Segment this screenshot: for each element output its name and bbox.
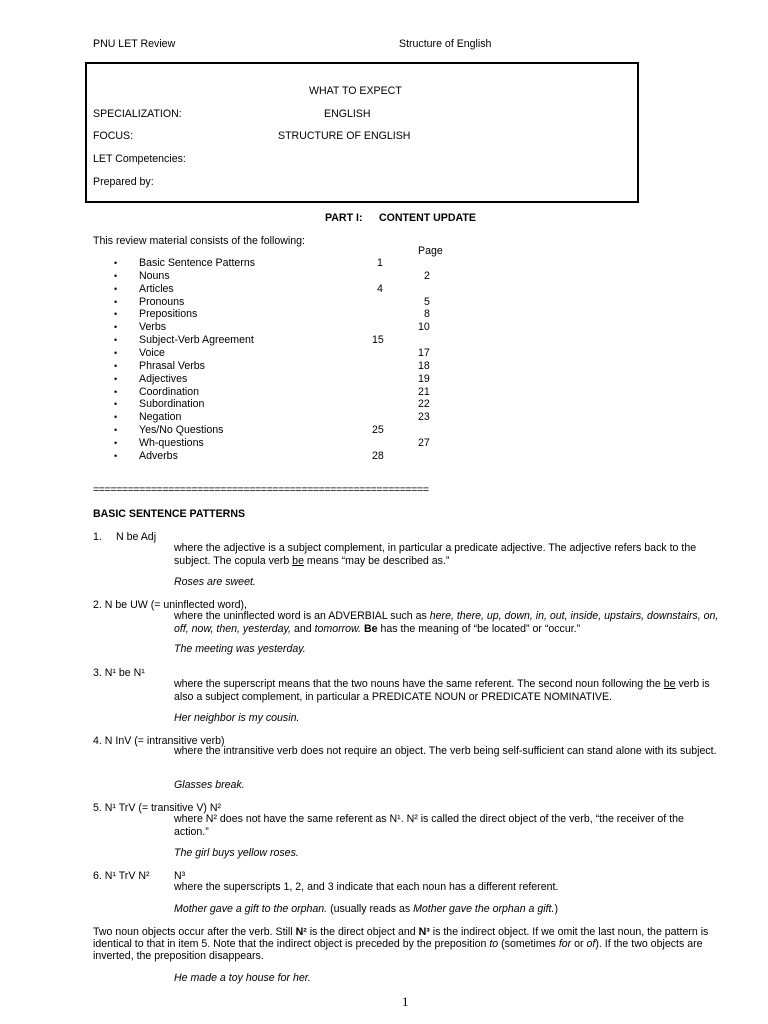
header-right: Structure of English (399, 38, 492, 50)
toc-bullet: • (114, 360, 118, 371)
pattern-3-example: Her neighbor is my cousin. (174, 712, 300, 724)
pattern-4-example: Glasses break. (174, 779, 245, 791)
pattern-2-description: where the uninflected word is an ADVERBIAL such as here, there, up, down, in, out, inside, upstairs, downstairs, on, off, now, then, yesterday, and tomorrow. Be has the meaning of “be located” or “occur.” (174, 610, 719, 635)
pattern-4-description: where the intransitive verb does not require an object. The verb being self-sufficient can stand alone with its subject. (174, 745, 717, 757)
toc-bullet: • (114, 258, 118, 268)
box-label-focus: FOCUS: (93, 130, 134, 142)
toc-bullet: • (114, 347, 118, 358)
pattern-6-example: Mother gave a gift to the orphan. (usually reads as Mother gave the orphan a gift.) (174, 903, 558, 915)
toc-bullet: • (114, 322, 118, 333)
pattern-5-description: where N² does not have the same referent as N¹. N² is called the direct object of the verb, “the receiver of the action.” (174, 813, 684, 838)
toc-page-header: Page (418, 245, 443, 257)
toc-topic: Phrasal Verbs (139, 359, 205, 372)
toc-topic: Basic Sentence Patterns (139, 257, 256, 269)
toc-topic: Wh-questions (139, 436, 204, 449)
toc-page-number: 15 (372, 334, 384, 347)
toc-bullet: • (114, 437, 118, 448)
toc-page-number: 27 (418, 436, 430, 449)
toc-topic: Voice (139, 346, 165, 359)
toc-topic: Verbs (139, 321, 167, 334)
part-label: PART I: (325, 212, 363, 224)
toc-page-number: 28 (372, 449, 384, 462)
toc-bullet: • (114, 386, 118, 397)
page-number: 1 (402, 994, 409, 1009)
toc-page-number: 22 (418, 398, 430, 411)
box-title: WHAT TO EXPECT (309, 85, 402, 97)
toc-page-number: 23 (418, 411, 430, 424)
toc-page-number: 8 (424, 308, 430, 321)
toc-bullet: • (114, 335, 118, 346)
toc-bullet: • (114, 296, 118, 307)
pattern-1-example: Roses are sweet. (174, 576, 256, 588)
toc-page-number: 10 (418, 321, 430, 334)
pattern-2-example: The meeting was yesterday. (174, 643, 306, 655)
pattern-1-description: where the adjective is a subject complement, in particular a predicate adjective. The adjective refers back to the subject. The copula verb be means “may be described as.” (174, 542, 697, 567)
closing-example: He made a toy house for her. (174, 972, 311, 984)
toc-page-number: 18 (418, 359, 430, 372)
pattern-6-description: where the superscripts 1, 2, and 3 indicate that each noun has a different referent. (174, 881, 559, 893)
header-left: PNU LET Review (93, 38, 176, 50)
separator-line: ========================================================== (93, 484, 429, 496)
section-title: BASIC SENTENCE PATTERNS (93, 508, 246, 520)
toc-topic: Yes/No Questions (139, 424, 224, 437)
toc-page-number: 1 (377, 257, 383, 269)
pattern-5-heading: 5. N¹ TrV (= transitive V) N² (93, 802, 222, 814)
toc-topic: Adjectives (139, 372, 188, 385)
pattern-4-heading: 4. N InV (= intransitive verb) (93, 735, 225, 747)
toc-topic: Prepositions (139, 308, 198, 321)
toc-topic: Subordination (139, 398, 205, 411)
toc-page-number: 4 (377, 282, 383, 295)
pattern-6-heading: 6. N¹ TrV N² (93, 870, 150, 882)
pattern-6-heading-n3: N³ (174, 870, 186, 882)
toc-page-number: 5 (424, 295, 430, 308)
toc-bullet: • (114, 399, 118, 410)
box-value-focus: STRUCTURE OF ENGLISH (278, 130, 411, 142)
toc-topic: Coordination (139, 385, 200, 398)
intro-text: This review material consists of the following: (93, 235, 305, 247)
pattern-5-example: The girl buys yellow roses. (174, 847, 299, 859)
toc-page-number: 21 (418, 385, 430, 398)
toc-page-number: 17 (418, 346, 430, 359)
toc-page-number: 19 (418, 372, 430, 385)
box-value-specialization: ENGLISH (324, 108, 371, 120)
pattern-3-description: where the superscript means that the two nouns have the same referent. The second noun following the be verb is also a subject complement, in particular a PREDICATE NOUN or PREDICATE NOMINATIVE. (174, 678, 710, 703)
toc-bullet: • (114, 283, 118, 294)
toc-topic: Subject-Verb Agreement (139, 334, 254, 347)
closing-paragraph: Two noun objects occur after the verb. Still N² is the direct object and N³ is the indirect object. If we omit the last noun, the pattern is identical to that in item 5. Note that the indirect object is preceded by the preposition to (sometimes for or of). If the two objects are inverted, the preposition disappears. (93, 926, 709, 962)
toc-topic: Articles (139, 282, 174, 295)
toc-page-number: 2 (424, 269, 430, 282)
box-label-prepared: Prepared by: (93, 176, 154, 188)
pattern-1-number: 1. (93, 531, 102, 543)
pattern-2-heading: 2. N be UW (= uninflected word), (93, 599, 247, 611)
toc-bullet: • (114, 412, 118, 423)
pattern-1-formula: N be Adj (116, 531, 157, 543)
toc-topic: Negation (139, 411, 182, 424)
toc-page-number: 25 (372, 424, 384, 437)
box-label-specialization: SPECIALIZATION: (93, 108, 182, 120)
box-label-competencies: LET Competencies: (93, 153, 186, 165)
toc-bullet: • (114, 425, 118, 436)
toc-bullet: • (114, 450, 118, 461)
toc-bullet: • (114, 373, 118, 384)
toc-topic: Nouns (139, 269, 170, 282)
toc-bullet: • (114, 270, 118, 281)
toc-topic: Pronouns (139, 295, 185, 308)
toc-topic: Adverbs (139, 449, 178, 462)
toc-bullet: • (114, 309, 118, 320)
part-title: CONTENT UPDATE (379, 212, 476, 224)
pattern-3-heading: 3. N¹ be N¹ (93, 667, 145, 679)
